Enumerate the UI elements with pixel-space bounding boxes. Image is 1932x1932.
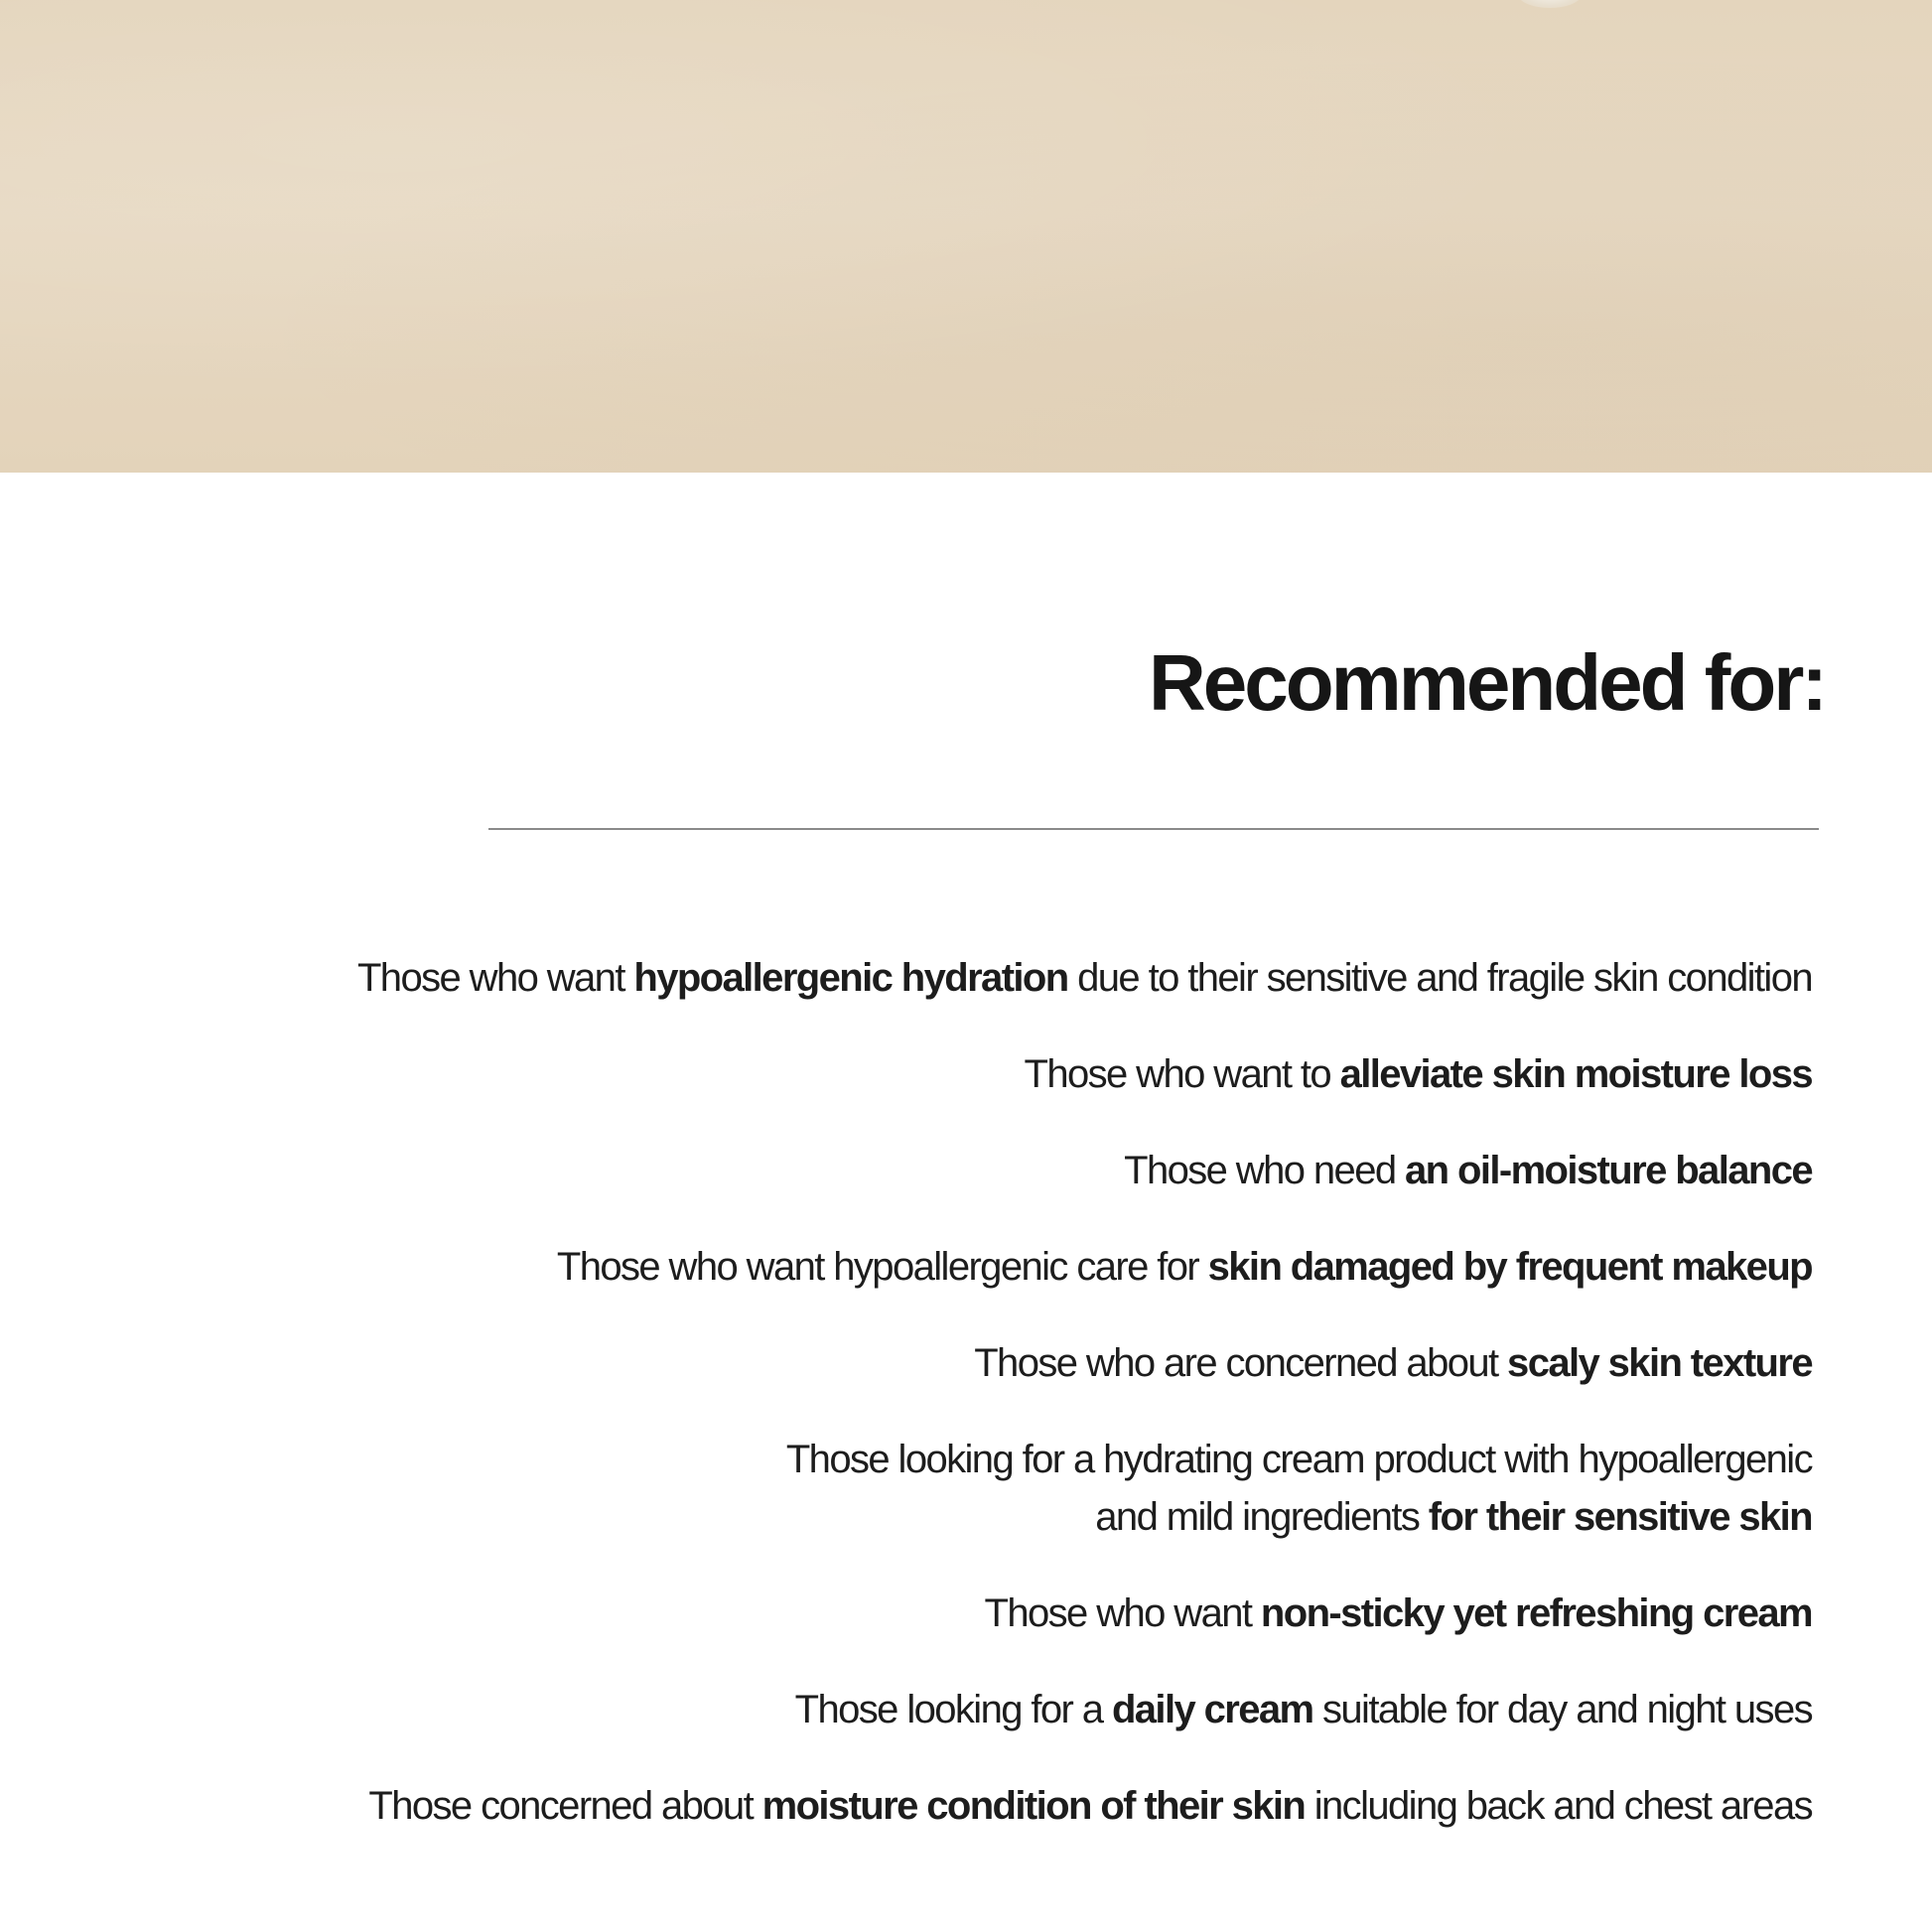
list-item-line: Those who need an oil-moisture balance xyxy=(1124,1149,1812,1192)
recommendation-list xyxy=(357,949,1812,1873)
list-item-line: Those who want hypoallergenic care for skin damaged by frequent makeup xyxy=(556,1245,1812,1289)
list-item-line: Those concerned about moisture condition of their skin including back and chest areas xyxy=(368,1784,1812,1828)
list-item-line: Those who want to alleviate skin moisture loss xyxy=(1024,1052,1812,1096)
list-item xyxy=(357,1142,1812,1199)
list-item xyxy=(357,1681,1812,1738)
list-item-line: Those looking for a daily cream suitable for day and night uses xyxy=(794,1688,1812,1731)
section-divider xyxy=(488,828,1819,830)
list-item-line: Those who want hypoallergenic hydration due to their sensitive and fragile skin condition xyxy=(356,956,1812,1000)
list-item-line: Those who want non-sticky yet refreshing cream xyxy=(984,1591,1812,1635)
list-item xyxy=(357,1431,1812,1546)
list-item-line: Those who are concerned about scaly skin texture xyxy=(974,1341,1812,1385)
page-title: Recommended for: xyxy=(1149,638,1825,727)
cream-drop-image xyxy=(1517,0,1583,8)
list-item xyxy=(357,1777,1812,1835)
list-item xyxy=(357,949,1812,1007)
list-item-line: and mild ingredients for their sensitive skin xyxy=(1095,1495,1812,1539)
list-item xyxy=(357,1585,1812,1642)
list-item xyxy=(357,1045,1812,1103)
list-item xyxy=(357,1238,1812,1296)
list-item-line: Those looking for a hydrating cream product with hypoallergenic xyxy=(785,1438,1812,1481)
hero-product-texture-image xyxy=(0,0,1932,473)
list-item xyxy=(357,1334,1812,1392)
